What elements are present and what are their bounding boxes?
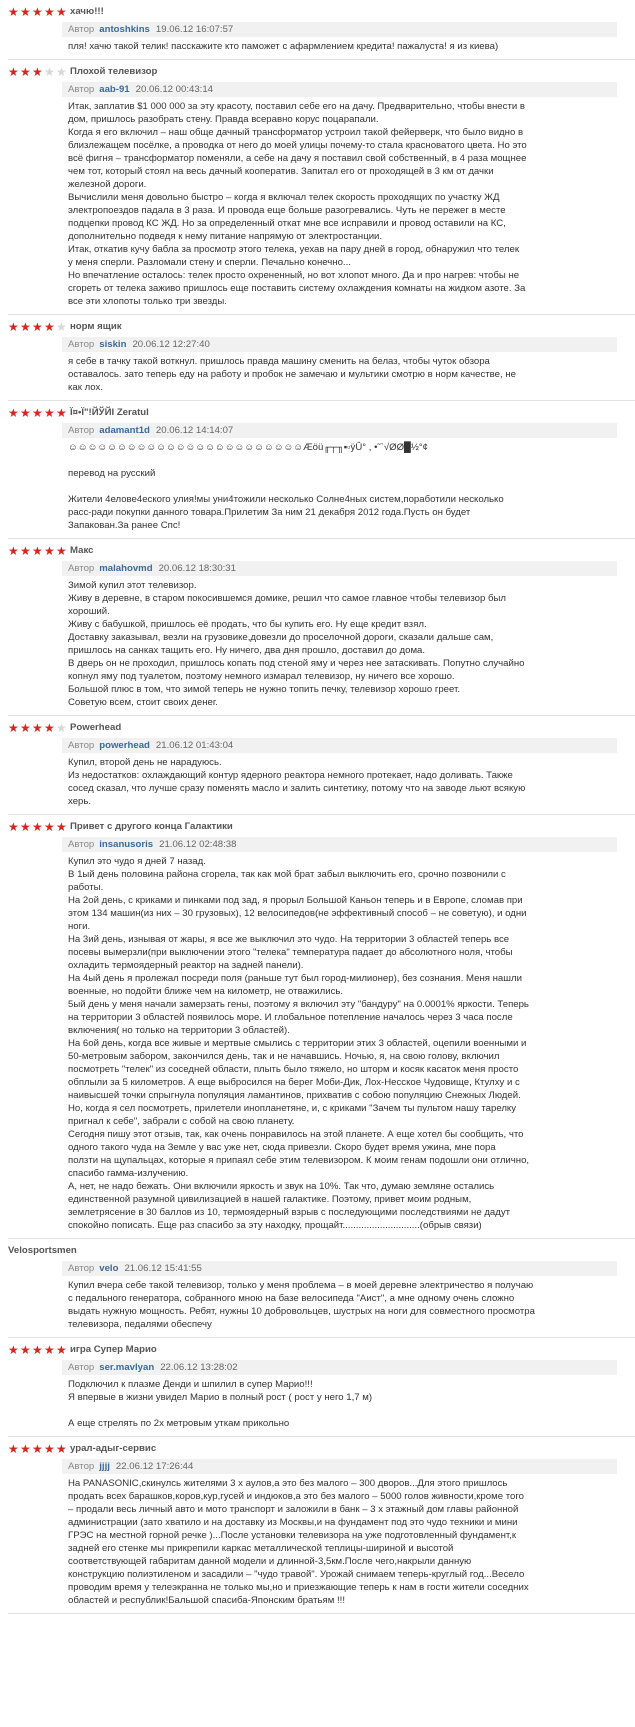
review-item xyxy=(8,1338,635,1437)
author-label: Автор xyxy=(68,24,95,35)
review-line: сосед сказал, что лучше сразу поменять масло и залить синтетику, потому что на заводе льют всякую xyxy=(68,783,526,794)
star-icon: ★ xyxy=(20,4,31,19)
star-icon: ★ xyxy=(56,543,67,558)
star-icon: ★ xyxy=(56,1342,67,1357)
review-line: Большой плюс в том, что зимой теперь не нужно топить печку, телевизор хорошо греет. xyxy=(68,684,461,695)
review-title: Макс xyxy=(70,545,94,556)
review-line: На 2ой день, с криками и пинками под зад, я прорыл Большой Каньон теперь и в Европе, сломав при xyxy=(68,895,523,906)
review-line: Когда я его включил – наш обще дачный трансформатор устроил такой фейерверк, что было видно в xyxy=(68,127,524,138)
author-link[interactable]: adamant1d xyxy=(99,425,150,436)
review-title: Привет с другого конца Галактики xyxy=(70,821,233,832)
star-icon: ★ xyxy=(20,1342,31,1357)
review-text xyxy=(68,1279,623,1331)
author-link[interactable]: ser.mavlyan xyxy=(99,1362,155,1373)
review-line: На PANASONIC,скинулсь жителями 3 х аулов,а это без малого – 300 дворов...Для этого пришлось xyxy=(68,1478,508,1489)
review-line: оставалось. зато теперь еду на работу и пробок не замечаю и мультики смотрю в норм качестве, не xyxy=(68,369,516,380)
star-icon: ★ xyxy=(32,1342,43,1357)
star-icon: ★ xyxy=(20,1441,31,1456)
review-line: чем тот, который стоял на весь дачный кооператив. Запитал его от проходящей в 3 км от дачки xyxy=(68,166,494,177)
review-date: 22.06.12 17:26:44 xyxy=(115,1461,194,1472)
review-text xyxy=(68,756,623,808)
star-icon: ★ xyxy=(32,543,43,558)
author-label: Автор xyxy=(68,425,95,436)
review-line: посмотреть "телек" из соседней области, плыть было тяжело, но шторм и косяк касаток меня просто xyxy=(68,1064,519,1075)
review-text xyxy=(68,1477,623,1607)
review-line: все эти хлопоты только три звезды. xyxy=(68,296,227,307)
review-line: этом 134 машин(из них – 30 грузовых), 12 велосипедов(не эффективный способ – не советую), и одни xyxy=(68,908,527,919)
star-icon: ★ xyxy=(44,4,55,19)
review-line: работы. xyxy=(68,882,104,893)
review-header xyxy=(8,819,635,834)
review-line: Советую всем, стоит своих денег. xyxy=(68,697,218,708)
star-icon: ★ xyxy=(8,4,19,19)
review-line: Сегодня пишу этот отзыв, так, как очень понравилось на этой планете. А еще хотел бы сообщить, что xyxy=(68,1129,524,1140)
review-line xyxy=(68,480,623,493)
star-icon: ★ xyxy=(56,819,67,834)
review-header xyxy=(8,405,635,420)
star-icon: ★ xyxy=(44,319,55,334)
review-line: соответствующей габаритам данной модели и длинной-3,5км.После чего,накрыли данную xyxy=(68,1556,472,1567)
star-icon: ★ xyxy=(44,1441,55,1456)
review-line: я себе в тачку такой воткнул. пришлось правда машину сменить на белаз, чтобы чуток обзора xyxy=(68,356,490,367)
review-line: Но впечатление осталось: телек просто охрененный, но вот хлопот много. Да и про нагрев: чтобы не xyxy=(68,270,520,281)
star-icon: ★ xyxy=(56,720,67,735)
star-icon: ★ xyxy=(56,319,67,334)
review-line: охладить термоядерный реактор на задней панели). xyxy=(68,960,304,971)
review-line: Купил, второй день не нарадуюсь. xyxy=(68,757,222,768)
review-line: ☺☺☺☺☺☺☺☺☺☺☺☺☺☺☺☺☺☺☺☺☺☺☺☺Æöü╓┬╖▪▫ÿÛ° , •˜`√ØØ█½°¢ xyxy=(68,442,429,453)
star-icon: ★ xyxy=(56,4,67,19)
review-line: посевы вымерзли(при выключении этого "телека" температура падает до абсолютного ноля, чтобы xyxy=(68,947,513,958)
review-line: единственной разумной цивилизацией в нашей галактике. Поэтому, привет моим родным, xyxy=(68,1194,472,1205)
review-header xyxy=(8,720,635,735)
review-meta xyxy=(62,337,617,352)
review-line: Живу с бабушкой, пришлось её продать, что бы купить его. Ну еще кредит взял. xyxy=(68,619,427,630)
star-icon: ★ xyxy=(8,720,19,735)
review-line: 5ый день у меня начали замерзать гены, поэтому я включил эту "бандуру" на 0.0001% яркости. Теперь xyxy=(68,999,529,1010)
star-icon: ★ xyxy=(32,64,43,79)
review-title: урал-адыг-сервис xyxy=(70,1443,157,1454)
author-link[interactable]: antoshkins xyxy=(99,24,150,35)
review-item xyxy=(8,0,635,60)
review-date: 20.06.12 00:43:14 xyxy=(135,84,214,95)
star-icon: ★ xyxy=(56,405,67,420)
author-label: Автор xyxy=(68,1362,95,1373)
review-line: Из недостатков: охлаждающий контур ядерного реактора немного протекает, надо доливать. Также xyxy=(68,770,513,781)
review-title: игра Супер Марио xyxy=(70,1344,157,1355)
review-text xyxy=(68,1378,623,1430)
rating-stars xyxy=(8,545,70,557)
review-line xyxy=(68,454,623,467)
review-title: Ї¤•Ї"!ЙЎЙІ Zeratul xyxy=(70,407,149,418)
star-icon: ★ xyxy=(44,819,55,834)
review-title: Velosportsmen xyxy=(8,1245,77,1256)
review-line: Итак, откатив кучу бабла за просмотр этого телека, уехав на пару дней в город, обнаружил что телек xyxy=(68,244,520,255)
review-line: Вычислили меня довольно быстро – когда я включал телек скорость проходящих по участку ЖД xyxy=(68,192,500,203)
author-label: Автор xyxy=(68,740,95,751)
star-icon: ★ xyxy=(32,819,43,834)
review-title: Плохой телевизор xyxy=(70,66,158,77)
star-icon: ★ xyxy=(20,319,31,334)
review-title: Powerhead xyxy=(70,722,122,733)
rating-stars xyxy=(8,321,70,333)
review-line: спокойно пописать. Еще раз спасибо за эту находку, прощайт.............................(обрыв связи) xyxy=(68,1220,482,1231)
author-label: Автор xyxy=(68,1461,95,1472)
review-line: как лох. xyxy=(68,382,104,393)
star-icon: ★ xyxy=(32,1441,43,1456)
star-icon: ★ xyxy=(8,819,19,834)
review-line: Жители 4елове4еского улия!мы уни4тожили несколько Солне4ных систем,поработили несколько xyxy=(68,494,504,505)
review-meta xyxy=(62,1261,617,1276)
review-line: херь. xyxy=(68,796,92,807)
star-icon: ★ xyxy=(44,1342,55,1357)
review-line: перевод на русский xyxy=(68,468,156,479)
review-meta xyxy=(62,1459,617,1474)
review-line: копнул яму под туалетом, поэтому немного измарал телевизор, ну ничего все хорошо. xyxy=(68,671,455,682)
review-line: Купил вчера себе такой телевизор, только у меня проблема – в моей деревне электричество я получаю xyxy=(68,1280,534,1291)
review-line: администрации (зато хватило и на доставку из Москвы,и на фундамент под это чудо техники и мини xyxy=(68,1517,518,1528)
review-line: конструкцию полиэтиленом и засадили – "чудо травой". Урожай снимаем теперь-круглый год...Весело xyxy=(68,1569,525,1580)
review-date: 22.06.12 13:28:02 xyxy=(160,1362,238,1373)
review-line: пля! хачю такой телик! пасскажите кто паможет с афармлением кредита! пажалуста! я из киева) xyxy=(68,41,499,52)
review-header xyxy=(8,64,635,79)
review-line: на территории 3 областей появилось море. И глобальное потепление началось через 3 часа после xyxy=(68,1012,513,1023)
review-line xyxy=(68,1404,623,1417)
review-text xyxy=(68,355,623,394)
review-line: телевизора, педалями обеспечу xyxy=(68,1319,212,1330)
review-line: включения( но только на территории 3 областей). xyxy=(68,1025,290,1036)
author-link[interactable]: insanusoris xyxy=(99,839,154,850)
star-icon: ★ xyxy=(8,1342,19,1357)
review-line: дом, пришлось разобрать стену. Правда всеравно корус поцарапали. xyxy=(68,114,379,125)
review-meta xyxy=(62,82,617,97)
author-label: Автор xyxy=(68,563,95,574)
review-line: областей и республик!Бальшой спасиба-Японским братьям !!! xyxy=(68,1595,345,1606)
review-line: В 1ый день половина района сгорела, так как мой брат забыл выключить его, срочно позвонили с xyxy=(68,869,506,880)
review-header xyxy=(8,1441,635,1456)
star-icon: ★ xyxy=(8,1441,19,1456)
review-line: выдать нужную мощность. Ребят, нужны 10 добровольцев, шустрых на ноги для совместного просмотра xyxy=(68,1306,535,1317)
review-meta xyxy=(62,1360,617,1375)
review-header xyxy=(8,1342,635,1357)
star-icon: ★ xyxy=(20,720,31,735)
review-line: На 4ый день я пролежал посреди поля (раньше тут был город-милионер), без сознания. Меня нашли xyxy=(68,973,522,984)
review-item xyxy=(8,401,635,539)
review-line: одного такого чуда на Земле у вас уже нет, сюда привезли. Скоро будет время ужина, мне пора xyxy=(68,1142,496,1153)
review-line: А, нет, не надо бежать. Они включили яркость и звук на 10%. Так что, думаю земляне остались xyxy=(68,1181,495,1192)
rating-stars xyxy=(8,1344,70,1356)
review-meta xyxy=(62,423,617,438)
review-line: На 6ой день, когда все живые и мертвые смылись с территории этих 3 областей, оцепили военными и xyxy=(68,1038,527,1049)
author-link[interactable]: powerhead xyxy=(99,740,150,751)
star-icon: ★ xyxy=(20,405,31,420)
review-text xyxy=(68,40,623,53)
review-title: хачю!!! xyxy=(70,6,104,17)
star-icon: ★ xyxy=(20,819,31,834)
review-line: электропоездов падала в 3 раза. И провода еще больше разогревались. Чуть не пережег в месте xyxy=(68,205,506,216)
review-line: Зимой купил этот телевизор. xyxy=(68,580,197,591)
review-header xyxy=(8,1243,635,1258)
review-line: землетрясение в 30 баллов из 10, термоядерный взрыв с последующими последствиями не дадут xyxy=(68,1207,511,1218)
author-label: Автор xyxy=(68,84,95,95)
author-link[interactable]: jjjj xyxy=(99,1461,110,1472)
review-line: А еще стрелять по 2х метровым уткам прикольно xyxy=(68,1418,290,1429)
author-link[interactable]: siskin xyxy=(99,339,127,350)
review-item xyxy=(8,539,635,716)
review-line: ГРЭС на местной горной речке )...После установки телевизора на уже подготовленный фундамент,к xyxy=(68,1530,517,1541)
star-icon: ★ xyxy=(32,405,43,420)
review-item xyxy=(8,315,635,401)
review-line: спасибо гамма-излучению. xyxy=(68,1168,189,1179)
star-icon: ★ xyxy=(8,319,19,334)
review-line: хороший. xyxy=(68,606,110,617)
review-line: пригнал к себе", забрали с собой на свою планету. xyxy=(68,1116,295,1127)
author-link[interactable]: aab-91 xyxy=(99,84,130,95)
review-line: Итак, заплатив $1 000 000 за эту красоту, поставил себе его на дачу. Предварительно, чтобы внести в xyxy=(68,101,525,112)
star-icon: ★ xyxy=(32,319,43,334)
review-line: Доставку заказывал, везли на грузовике,довезли до проселочной дороги, сказали дальше сам, xyxy=(68,632,494,643)
review-line: – продали весь личный авто и мото транспорт и заложили в банк – 3 х этажный дом главы районной xyxy=(68,1504,519,1515)
review-meta xyxy=(62,837,617,852)
star-icon: ★ xyxy=(20,543,31,558)
review-line: На 3ий день, изнывая от жары, я все же выключил это чудо. На территории 3 областей теперь все xyxy=(68,934,510,945)
review-line: сгореть от телека заживо пришлось еще поставить систему охлаждения комнаты на жидком азоте. За xyxy=(68,283,526,294)
star-icon: ★ xyxy=(20,64,31,79)
review-text xyxy=(68,100,623,308)
star-icon: ★ xyxy=(44,720,55,735)
review-line: подцепки провод КС ЖД. Но за определенный откат мне все исправили и провод оставили на КС, xyxy=(68,218,506,229)
star-icon: ★ xyxy=(56,1441,67,1456)
review-line: задней его стенке мы прикрепили каркас металлической теплицы-шириной и высотой xyxy=(68,1543,454,1554)
review-line: ноги. xyxy=(68,921,91,932)
review-header xyxy=(8,543,635,558)
author-label: Автор xyxy=(68,339,95,350)
review-date: 20.06.12 14:14:07 xyxy=(155,425,234,436)
review-meta xyxy=(62,738,617,753)
review-line: проводим время у телеэкранна не только мы,но и приезжающие теперь к нам в гости жители соседних xyxy=(68,1582,529,1593)
review-line: 50-метровым забором, закончился день, так и не начавшись. Ночью, я, на свою голову, включил xyxy=(68,1051,500,1062)
author-label: Автор xyxy=(68,1263,95,1274)
review-text xyxy=(68,441,623,532)
review-line: В дверь он не проходил, пришлось копать под стеной яму и через нее затаскивать. Попутно случайно xyxy=(68,658,525,669)
review-meta xyxy=(62,22,617,37)
star-icon: ★ xyxy=(8,543,19,558)
author-link[interactable]: velo xyxy=(99,1263,119,1274)
review-date: 20.06.12 18:30:31 xyxy=(158,563,236,574)
review-line: военные, но подойти ближе чем на километр, не отважились. xyxy=(68,986,344,997)
review-line: обплыли за 5 километров. А еще выбросился на берег Моби-Дик, Лох-Несское Чудовище, Ктулху и с xyxy=(68,1077,520,1088)
rating-stars xyxy=(8,407,70,419)
review-line: пришлось на санках тащить его. Ну ничего, два дня прошло, доставил до дома. xyxy=(68,645,426,656)
review-header xyxy=(8,4,635,19)
review-line: наивысшей точки спрыгнула популяция ламантинов, прихватив с собою популяцию Снежных Людей. xyxy=(68,1090,521,1101)
review-date: 21.06.12 01:43:04 xyxy=(155,740,234,751)
review-item xyxy=(8,1437,635,1614)
review-line: расс-ради покупки данного товара.Прилетим За ним 21 декабря 2012 года.Пусть он будет xyxy=(68,507,471,518)
review-line: Запакован.За ранее Спс! xyxy=(68,520,181,531)
rating-stars xyxy=(8,821,70,833)
star-icon: ★ xyxy=(8,64,19,79)
star-icon: ★ xyxy=(44,543,55,558)
author-link[interactable]: malahovmd xyxy=(99,563,153,574)
star-icon: ★ xyxy=(44,405,55,420)
review-date: 21.06.12 02:48:38 xyxy=(159,839,237,850)
review-text xyxy=(68,855,623,1232)
review-title: норм ящик xyxy=(70,321,122,332)
review-item xyxy=(8,1239,635,1338)
review-line: всё фигня – трансформатор поменяли, а себе на дачу я поставил свой собственный, в 4 раза мощнее xyxy=(68,153,527,164)
star-icon: ★ xyxy=(56,64,67,79)
review-line: Я впервые в жизни увидел Марио в полный рост ( рост у него 1,7 м) xyxy=(68,1392,373,1403)
author-label: Автор xyxy=(68,839,95,850)
review-item xyxy=(8,60,635,315)
review-date: 19.06.12 16:07:57 xyxy=(155,24,234,35)
star-icon: ★ xyxy=(32,4,43,19)
review-line: ползти на щупальцах, которые я припаял себе этим телевизором. К моим генам подошли они отлично, xyxy=(68,1155,530,1166)
review-header xyxy=(8,319,635,334)
rating-stars xyxy=(8,66,70,78)
review-item xyxy=(8,815,635,1239)
review-line: близлежащем посёлке, а проводка от него до моей улицы почему-то стала красноватого цвета. Но это xyxy=(68,140,527,151)
review-line: продать всех барашков,коров,кур,гусей и индюков,а это без малого – 5000 голов живности,кроме того xyxy=(68,1491,524,1502)
star-icon: ★ xyxy=(32,720,43,735)
review-meta xyxy=(62,561,617,576)
review-line: железной дороги. xyxy=(68,179,147,190)
rating-stars xyxy=(8,1443,70,1455)
review-line: Живу в деревне, в старом покосившемся домике, решил что самое главное чтобы телевизор был xyxy=(68,593,506,604)
review-date: 21.06.12 15:41:55 xyxy=(124,1263,202,1274)
review-line: с педального генератора, собранного мною на базе велосипеда "Аист", а мне одному очень сложно xyxy=(68,1293,515,1304)
review-date: 20.06.12 12:27:40 xyxy=(132,339,210,350)
review-item xyxy=(8,716,635,815)
star-icon: ★ xyxy=(8,405,19,420)
review-line: у меня сперли. Разломали стену и сперли. Печально конечно... xyxy=(68,257,351,268)
rating-stars xyxy=(8,6,70,18)
rating-stars xyxy=(8,722,70,734)
review-line: дополнительно подведя к нему питание напрямую от электростанции. xyxy=(68,231,383,242)
review-line: Но, когда я сел посмотреть, прилетели инопланетяне, и, с криками "Зачем ты пультом нашу тарелку xyxy=(68,1103,517,1114)
review-line: Купил это чудо я дней 7 назад. xyxy=(68,856,206,867)
review-text xyxy=(68,579,623,709)
star-icon: ★ xyxy=(44,64,55,79)
review-line: Подключил к плазме Денди и шпилил в супер Марио!!! xyxy=(68,1379,313,1390)
